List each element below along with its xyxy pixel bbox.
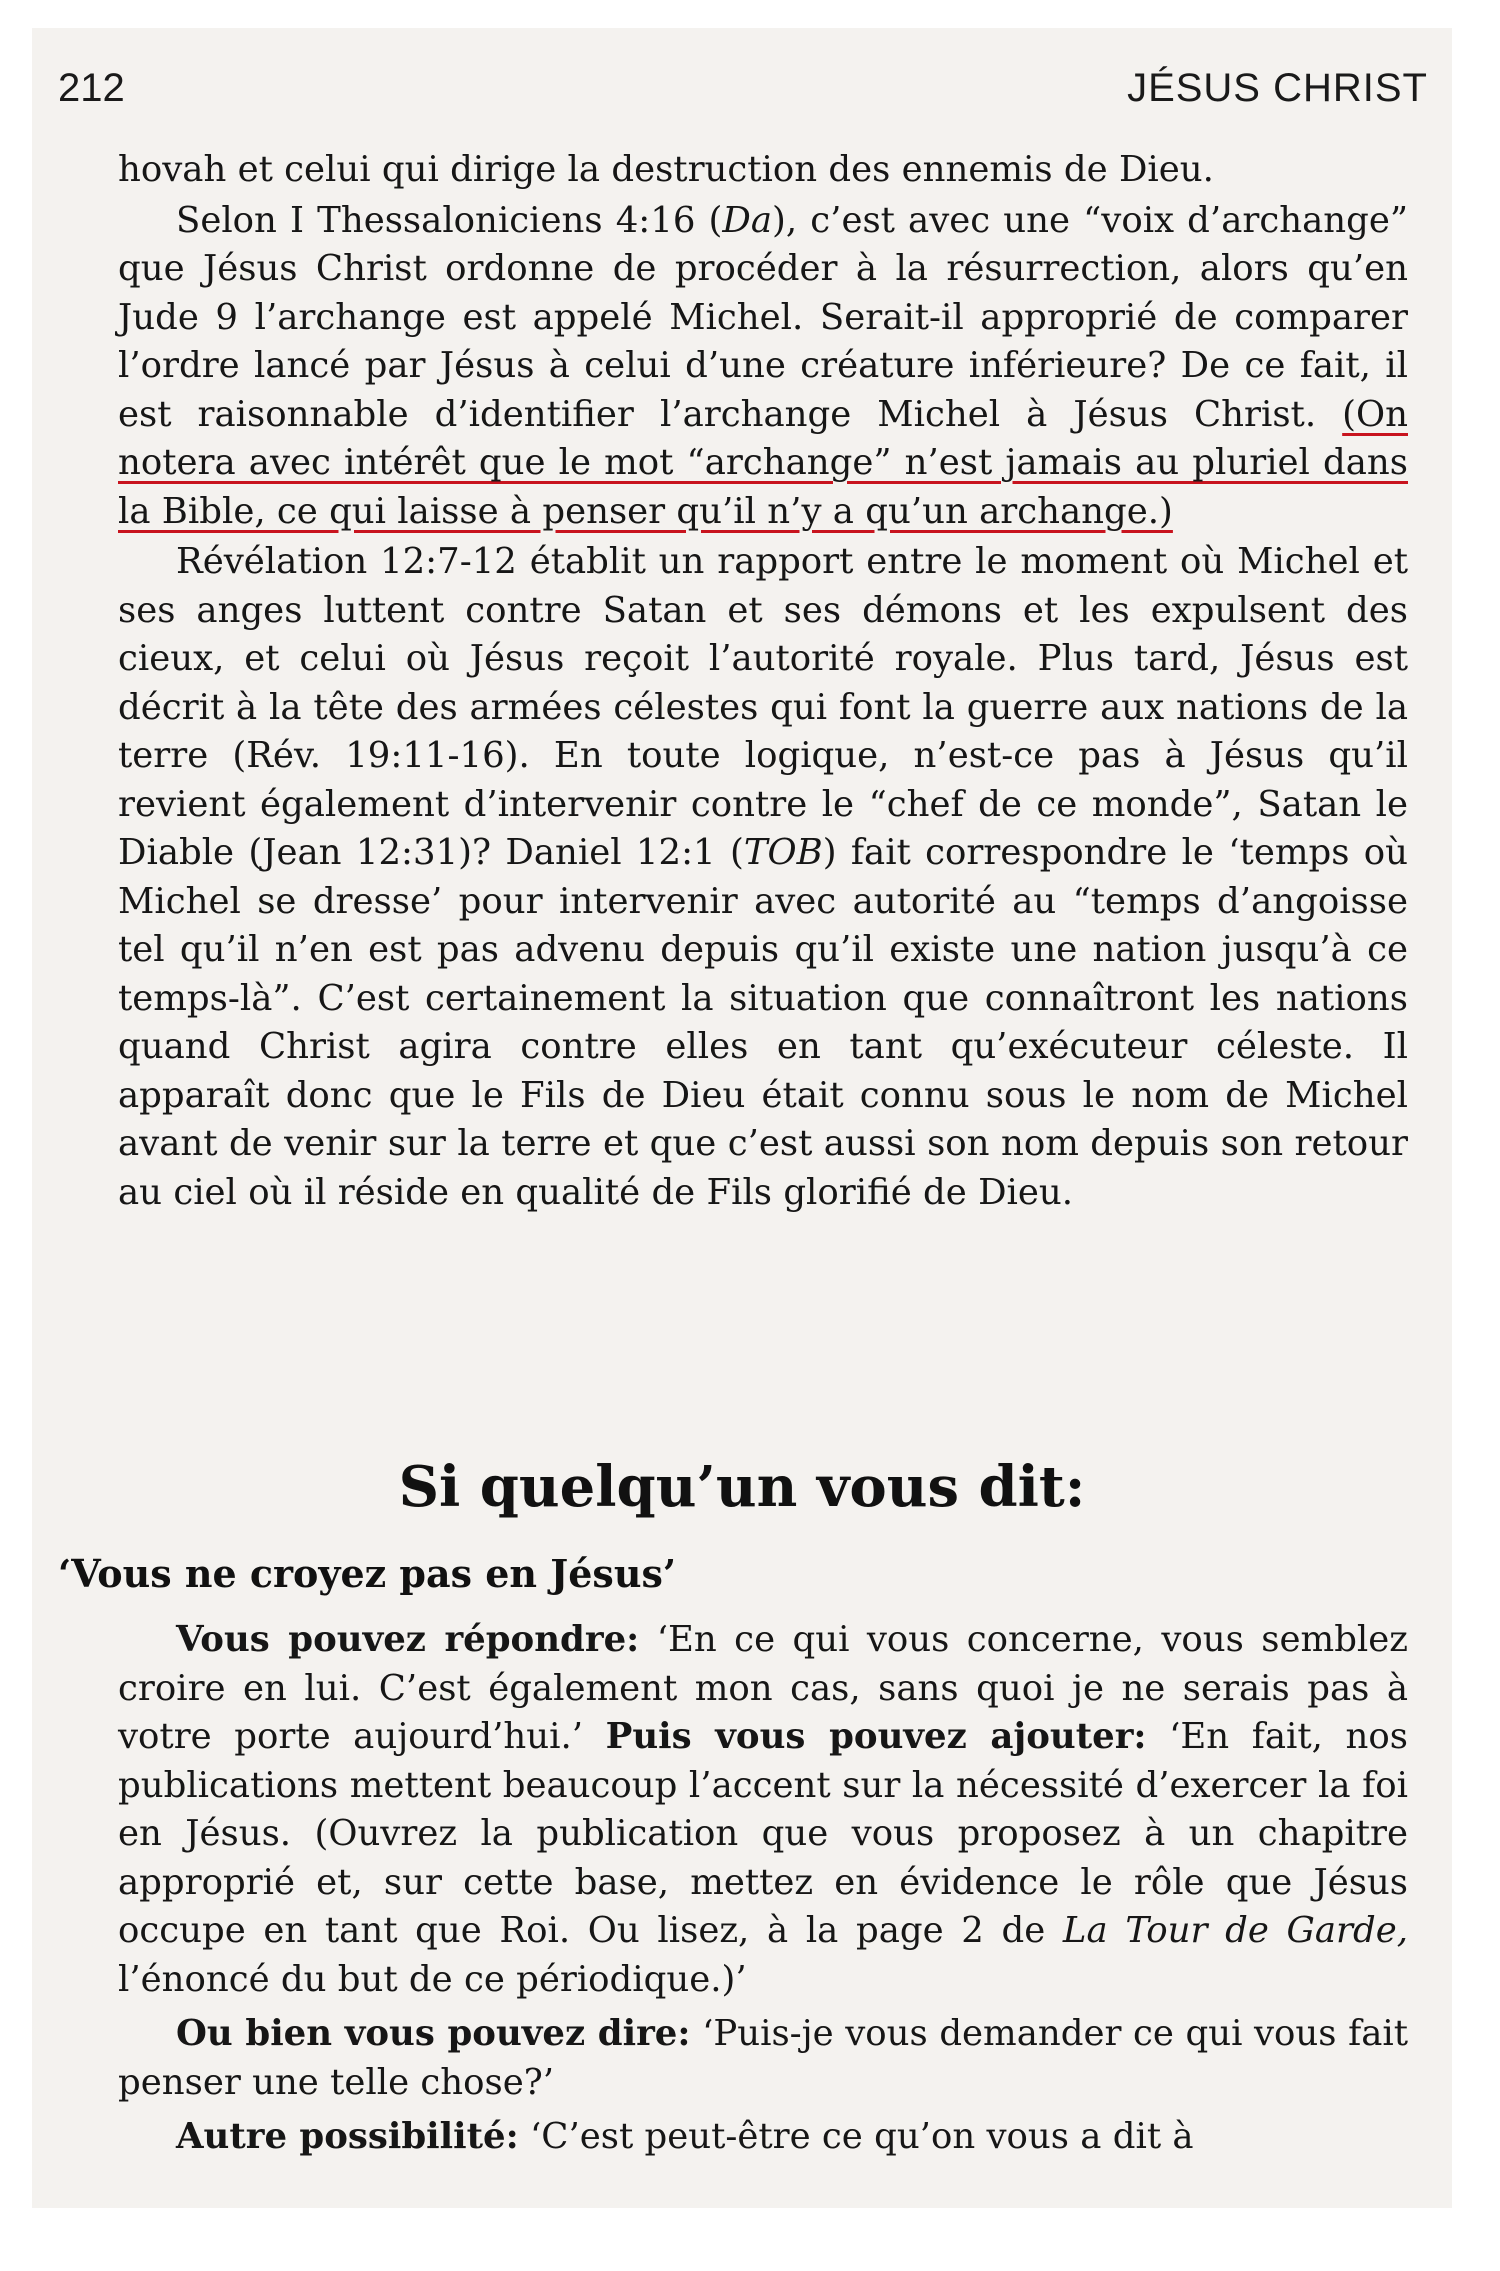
page-number: 212	[58, 66, 125, 110]
running-title: JÉSUS CHRIST	[1127, 66, 1428, 110]
page-header	[58, 66, 1428, 116]
paragraph-thessaloniciens: Selon I Thessaloniciens 4:16 (Da), c’est avec une “voix d’archange” que Jésus Christ ordonne de procéder à la résurrection, alors qu’en Jude 9 l’archange est appelé Michel. Serait-il approprié de comparer l’ordre lancé par Jésus à celui d’une créature inférieure? De ce fait, il est raisonnable d’identifier l’archange Michel à Jésus Christ. (On notera avec intérêt que le mot “archange” n’est jamais au pluriel dans la Bible, ce qui laisse à penser qu’il n’y a qu’un archange.)	[118, 199, 1408, 532]
paragraph-continuation: hovah et celui qui dirige la destruction des ennemis de Dieu.	[118, 149, 1214, 190]
paragraph-response: Vous pouvez répondre: ‘En ce qui vous concerne, vous semblez croire en lui. C’est également mon cas, sans quoi je ne serais pas à votre porte aujourd’hui.’ Puis vous pouvez ajouter: ‘En fait, nos publications mettent beaucoup l’accent sur la nécessité d’exercer la foi en Jésus. (Ouvrez la publication que vous proposez à un chapitre approprié et, sur cette base, mettez en évidence le rôle que Jésus occupe en tant que Roi. Ou lisez, à la page 2 de La Tour de Garde, l’énoncé du but de ce périodique.)’	[118, 1619, 1409, 2000]
paragraph-other: Autre possibilité: ‘C’est peut-être ce qu’on vous a dit à	[176, 2116, 1194, 2157]
section-subheading: ‘Vous ne croyez pas en Jésus’	[58, 1551, 677, 1596]
main-text	[118, 146, 1408, 1217]
underlined-remark: (On notera avec intérêt que le mot “archange” n’est jamais au pluriel dans la Bible, ce qui laisse à penser qu’il n’y a qu’un archange.)	[118, 393, 1408, 532]
section-heading: Si quelqu’un vous dit:	[398, 1454, 1086, 1520]
section-text	[118, 1616, 1408, 2162]
paragraph-alternative: Ou bien vous pouvez dire: ‘Puis-je vous demander ce qui vous fait penser une telle chose?’	[118, 2013, 1408, 2103]
book-page	[32, 28, 1452, 2208]
paragraph-revelation: Révélation 12:7-12 établit un rapport entre le moment où Michel et ses anges luttent contre Satan et ses démons et les expulsent des cieux, et celui où Jésus reçoit l’autorité royale. Plus tard, Jésus est décrit à la tête des armées célestes qui font la guerre aux nations de la terre (Rév. 19:11-16). En toute logique, n’est-ce pas à Jésus qu’il revient également d’intervenir contre le “chef de ce monde”, Satan le Diable (Jean 12:31)? Daniel 12:1 (TOB) fait correspondre le ‘temps où Michel se dresse’ pour intervenir avec autorité au “temps d’angoisse tel qu’il n’en est pas advenu depuis qu’il existe une nation jusqu’à ce temps-là”. C’est certainement la situation que connaîtront les nations quand Christ agira contre elles en tant qu’exécuteur céleste. Il apparaît donc que le Fils de Dieu était connu sous le nom de Michel avant de venir sur la terre et que c’est aussi son nom depuis son retour au ciel où il réside en qualité de Fils glorifié de Dieu.	[118, 541, 1408, 1213]
